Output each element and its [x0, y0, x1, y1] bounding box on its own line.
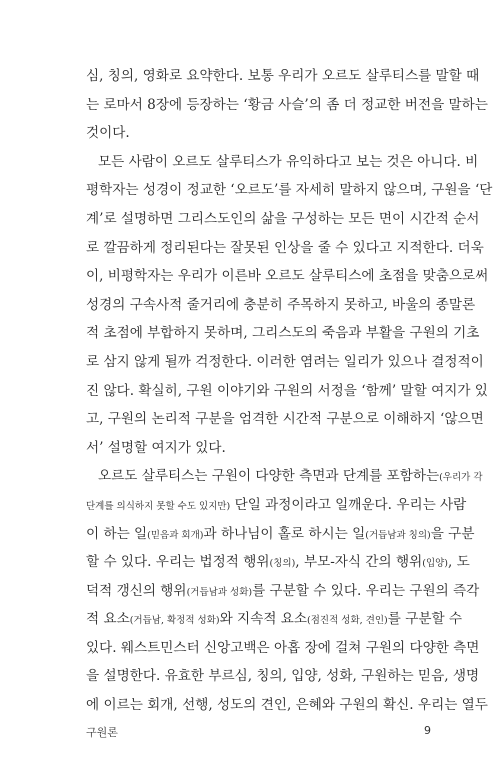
text-line: 것이다.	[86, 125, 130, 142]
text-line: 이, 비평학자는 우리가 이른바 오르도 살루티스에 초점을 맞춤으로써	[86, 268, 489, 285]
annotation-small: (거듭남과 성화)	[186, 586, 253, 598]
annotation-small: (칭의)	[269, 558, 296, 570]
text-line	[86, 662, 480, 691]
annotation-small: (거듭남, 확정적 성화)	[129, 615, 220, 627]
running-footer-title: 구원론	[86, 726, 118, 739]
text-run: 적 요소	[86, 611, 130, 628]
text-line: 성경의 구속사적 줄거리에 충분히 주목하지 못하고, 바울의 종말론	[86, 296, 476, 313]
text-line: 모든 사람이 오르도 살루티스가 유익하다고 보는 것은 아니다. 비	[98, 153, 479, 170]
text-line: 로 삼지 않게 될까 걱정한다. 이러한 염려는 일리가 있으나 결정적이	[86, 353, 484, 370]
text-line	[86, 605, 463, 634]
text-line: 서’ 설명할 여지가 있다.	[86, 439, 226, 456]
body-text	[86, 62, 493, 720]
text-line	[86, 520, 475, 549]
text-run: 있다. 웨스트민스터 신앙고백은 아홉 장에 걸쳐 구원의 다양한 측면	[86, 639, 480, 656]
text-line: 적 초점에 부합하지 못하며, 그리스도의 죽음과 부활을 구원의 기초	[86, 325, 480, 342]
text-line	[86, 691, 488, 720]
annotation-small: (입양)	[422, 558, 449, 570]
text-line: 평학자는 성경이 정교한 ‘오르도’를 자세히 말하지 않으며, 구원을 ‘단	[86, 182, 493, 199]
text-run: , 도	[448, 554, 470, 571]
annotation-small: (믿음과 회개)	[147, 529, 204, 541]
text-run: 를 구분할 수	[387, 611, 463, 628]
text-run: 이 하는 일	[86, 525, 148, 542]
text-line	[86, 548, 470, 577]
text-run: 에 이르는 회개, 선행, 성도의 견인, 은혜와 구원의 확신. 우리는 열두	[86, 697, 488, 714]
annotation-small: 단계를 의식하지 못할 수도 있지만)	[86, 500, 231, 512]
text-line: 는 로마서 8장에 등장하는 ‘황금 사슬’의 좀 더 정교한 버전을 말하는	[86, 96, 488, 113]
annotation-small: (점진적 성화, 견인)	[307, 615, 388, 627]
text-line	[86, 577, 480, 606]
text-line: 고, 구원의 논리적 구분을 엄격한 시간적 구분으로 이해하지 ‘않으면	[86, 411, 484, 428]
text-line	[86, 491, 467, 520]
text-run: 할 수 있다. 우리는 법정적 행위	[86, 554, 270, 571]
text-run: 단일 과정이라고 일깨운다. 우리는 사람	[230, 496, 467, 513]
annotation-small: (거듭남과 칭의)	[365, 529, 431, 541]
text-run: 덕적 갱신의 행위	[86, 582, 187, 599]
text-line	[86, 634, 480, 663]
text-run: 를 구분할 수 있다. 우리는 구원의 즉각	[252, 582, 480, 599]
text-run: 과 하나님이 홀로 하시는 일	[203, 525, 366, 542]
text-line: 로 깔끔하게 정리된다는 잘못된 인상을 줄 수 있다고 지적한다. 더욱	[86, 239, 484, 256]
text-line: 계’로 설명하면 그리스도인의 삶을 구성하는 모든 면이 시간적 순서	[86, 210, 480, 227]
page-number: 9	[424, 724, 431, 737]
text-line	[86, 462, 483, 491]
text-run: 을 설명한다. 유효한 부르심, 칭의, 입양, 성화, 구원하는 믿음, 생명	[86, 668, 480, 685]
text-run: , 부모-자식 간의 행위	[295, 554, 423, 571]
text-run: 을 구분	[430, 525, 475, 542]
text-line: 진 않다. 확실히, 구원 이야기와 구원의 서정을 ‘함께’ 말할 여지가 있	[86, 382, 488, 399]
text-line: 심, 칭의, 영화로 요약한다. 보통 우리가 오르도 살루티스를 말할 때	[86, 68, 480, 84]
text-run: 오르도 살루티스는 구원이 다양한 측면과 단계를 포함하는	[98, 468, 440, 485]
annotation-small: (우리가 각	[439, 472, 483, 484]
text-run: 와 지속적 요소	[219, 611, 308, 628]
